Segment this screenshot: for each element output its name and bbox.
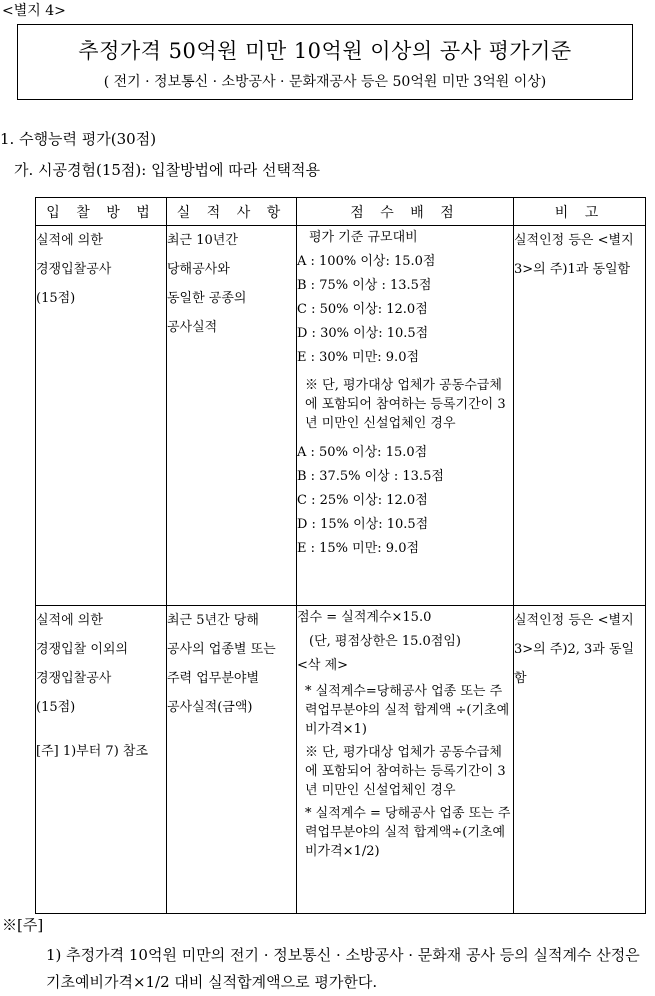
cell-remark: 실적인정 등은 <별지3>의 주)2, 3과 동일함 bbox=[514, 606, 646, 914]
section-heading: 1. 수행능력 평가(30점) bbox=[0, 130, 157, 148]
cell-record bbox=[167, 226, 297, 606]
method-note: [주] 1)부터 7) 참조 bbox=[36, 744, 149, 759]
header-method: 입 찰 방 법 bbox=[36, 198, 167, 226]
grade-line: A : 50% 이상: 15.0점 bbox=[297, 445, 428, 460]
page-subtitle: ( 전기 · 정보통신 · 소방공사 · 문화재공사 등은 50억원 미만 3억원 이상) bbox=[103, 74, 547, 90]
header-remark: 비 고 bbox=[514, 198, 646, 226]
title-box bbox=[17, 24, 633, 100]
text-line: (15점) bbox=[36, 700, 76, 715]
grade-line: C : 50% 이상: 12.0점 bbox=[297, 302, 428, 317]
text-line: 실적에 의한 bbox=[36, 233, 103, 248]
grade-line: D : 30% 이상: 10.5점 bbox=[297, 326, 429, 341]
text-line: 경쟁입찰공사 bbox=[36, 671, 112, 686]
text-line: 경쟁입찰 이외의 bbox=[36, 642, 129, 657]
evaluation-table bbox=[35, 197, 646, 914]
cell-remark: 실적인정 등은 <별지3>의 주)1과 동일함 bbox=[514, 226, 646, 606]
cell-score bbox=[297, 606, 514, 914]
cell-method bbox=[36, 606, 167, 914]
table-row bbox=[36, 606, 646, 914]
grade-line: B : 37.5% 이상 : 13.5점 bbox=[297, 469, 444, 484]
text-line: 동일한 공종의 bbox=[167, 291, 247, 306]
text-line: 실적에 의한 bbox=[36, 613, 103, 628]
grade-line: B : 75% 이상 : 13.5점 bbox=[297, 278, 432, 293]
header-score: 점 수 배 점 bbox=[297, 198, 514, 226]
grade-line: A : 100% 이상: 15.0점 bbox=[297, 254, 436, 269]
text-line: 당해공사와 bbox=[167, 262, 230, 277]
score-header: 평가 기준 규모대비 bbox=[309, 230, 418, 245]
text-line: 공사실적 bbox=[167, 320, 218, 335]
text-line: 주력 업무분야별 bbox=[167, 671, 260, 686]
delete-label: <삭 제> bbox=[297, 658, 349, 673]
footnote-item: 1) 추정가격 10억원 미만의 전기 · 정보통신 · 소방공사 · 문화재 공사 등의 실적계수 산정은 기초예비가격×1/2 대비 실적합계액으로 평가한다. bbox=[46, 946, 640, 991]
text-line: 경쟁입찰공사 bbox=[36, 262, 112, 277]
footnote-mark: ※[주] bbox=[2, 916, 44, 934]
text-line: 공사의 업종별 또는 bbox=[167, 642, 276, 657]
grade-line: D : 15% 이상: 10.5점 bbox=[297, 517, 429, 532]
score-formula: 점수 = 실적계수×15.0 bbox=[297, 610, 432, 625]
text-line: 최근 5년간 당해 bbox=[167, 613, 259, 628]
grade-line: E : 15% 미만: 9.0점 bbox=[297, 541, 420, 556]
cell-record bbox=[167, 606, 297, 914]
note-text: ※ 단, 평가대상 업체가 공동수급체에 포함되어 참여하는 등록기간이 3년 미만인 신설업체인 경우 bbox=[305, 745, 506, 798]
text-line: 공사실적(금액) bbox=[167, 700, 253, 715]
formula-item: * 실적계수 = 당해공사 업종 또는 주력업무분야의 실적 합계액÷(기초예비가격×1/2) bbox=[305, 806, 511, 859]
note-text: ※ 단, 평가대상 업체가 공동수급체에 포함되어 참여하는 등록기간이 3년 미만인 신설업체인 경우 bbox=[305, 378, 506, 431]
formula-item: * 실적계수=당해공사 업종 또는 주력업무분야의 실적 합계액 ÷(기초예비가격×1) bbox=[305, 684, 510, 737]
grade-line: E : 30% 미만: 9.0점 bbox=[297, 350, 420, 365]
grade-line: C : 25% 이상: 12.0점 bbox=[297, 493, 428, 508]
annex-label: <별지 4> bbox=[2, 3, 66, 19]
score-cap: (단, 평점상한은 15.0점임) bbox=[309, 634, 461, 649]
cell-score bbox=[297, 226, 514, 606]
header-record: 실 적 사 항 bbox=[167, 198, 297, 226]
table-row bbox=[36, 226, 646, 606]
text-line: 최근 10년간 bbox=[167, 233, 238, 248]
cell-method bbox=[36, 226, 167, 606]
table-header-row bbox=[36, 198, 646, 226]
text-line: (15점) bbox=[36, 291, 76, 306]
page-title: 추정가격 50억원 미만 10억원 이상의 공사 평가기준 bbox=[78, 39, 572, 63]
subsection-heading: 가. 시공경험(15점): 입찰방법에 따라 선택적용 bbox=[14, 161, 321, 179]
